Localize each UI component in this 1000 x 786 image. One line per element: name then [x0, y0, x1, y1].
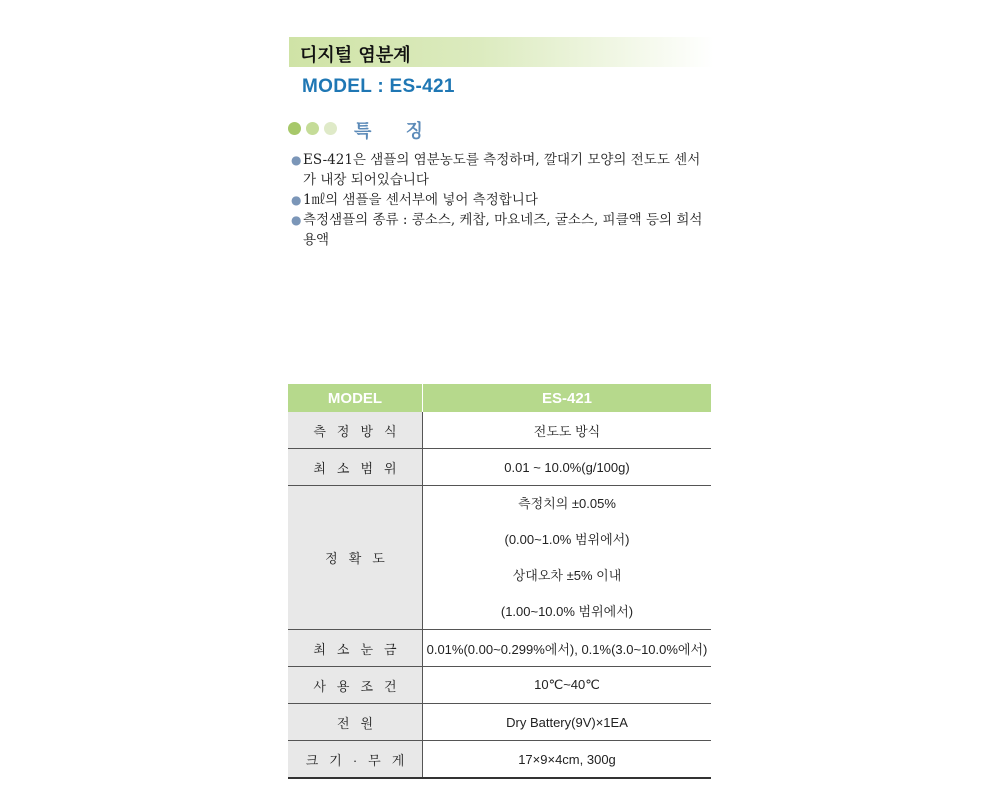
spec-table-header: [288, 384, 711, 412]
table-row: [288, 667, 711, 704]
row-label: 사용조건: [288, 667, 423, 704]
row-value: 0.01 ~ 10.0%(g/100g): [423, 449, 712, 486]
row-value: Dry Battery(9V)×1EA: [423, 704, 712, 741]
header-model: MODEL: [288, 384, 423, 412]
model-heading: MODEL : ES-421: [302, 76, 455, 97]
table-row: [288, 449, 711, 486]
features-title: 특 징: [354, 121, 438, 142]
table-row: [288, 412, 711, 449]
table-row: [288, 630, 711, 667]
feature-item: ● ES-421은 샘플의 염분농도를 측정하며, 깔대기 모양의 전도도 센서가 내장 되어있습니다: [291, 152, 701, 188]
row-label: 크기·무게: [288, 741, 423, 779]
bullet-dot-icon: [306, 122, 319, 135]
feature-item: ● 1㎖의 샘플을 센서부에 넣어 측정합니다: [291, 192, 538, 208]
bullet-icon: ●: [291, 193, 302, 207]
row-label: 최소눈금: [288, 630, 423, 667]
bullet-dot-icon: [324, 122, 337, 135]
feature-item: ● 측정샘플의 종류 : 콩소스, 케찹, 마요네즈, 굴소스, 피클액 등의 희석용액: [291, 212, 703, 248]
row-label: 측정방식: [288, 412, 423, 449]
row-label: 전원: [288, 704, 423, 741]
accuracy-line: (0.00~1.0% 범위에서): [504, 532, 630, 547]
row-value: 0.01%(0.00~0.299%에서), 0.1%(3.0~10.0%에서): [423, 630, 712, 667]
spec-table: [288, 384, 711, 779]
accuracy-line: (1.00~10.0% 범위에서): [500, 604, 634, 619]
table-row: [288, 486, 711, 630]
features-list: [291, 150, 711, 250]
row-label: 최소범위: [288, 449, 423, 486]
table-row: [288, 741, 711, 779]
product-title: 디지털 염분계: [300, 45, 411, 66]
accuracy-line: 상대오차 ±5% 이내: [512, 568, 622, 583]
row-label: 정확도: [288, 486, 423, 630]
product-title-bar: [289, 37, 714, 67]
bullet-dot-icon: [288, 122, 301, 135]
bullet-icon: ●: [291, 213, 302, 227]
table-row: [288, 704, 711, 741]
bullet-icon: ●: [291, 153, 302, 167]
row-value: 17×9×4cm, 300g: [423, 741, 712, 779]
accuracy-line: 측정치의 ±0.05%: [518, 496, 616, 511]
row-value: 전도도 방식: [423, 412, 712, 449]
row-value: [423, 486, 712, 630]
row-value: 10℃~40℃: [423, 667, 712, 704]
header-model-value: ES-421: [423, 384, 712, 412]
